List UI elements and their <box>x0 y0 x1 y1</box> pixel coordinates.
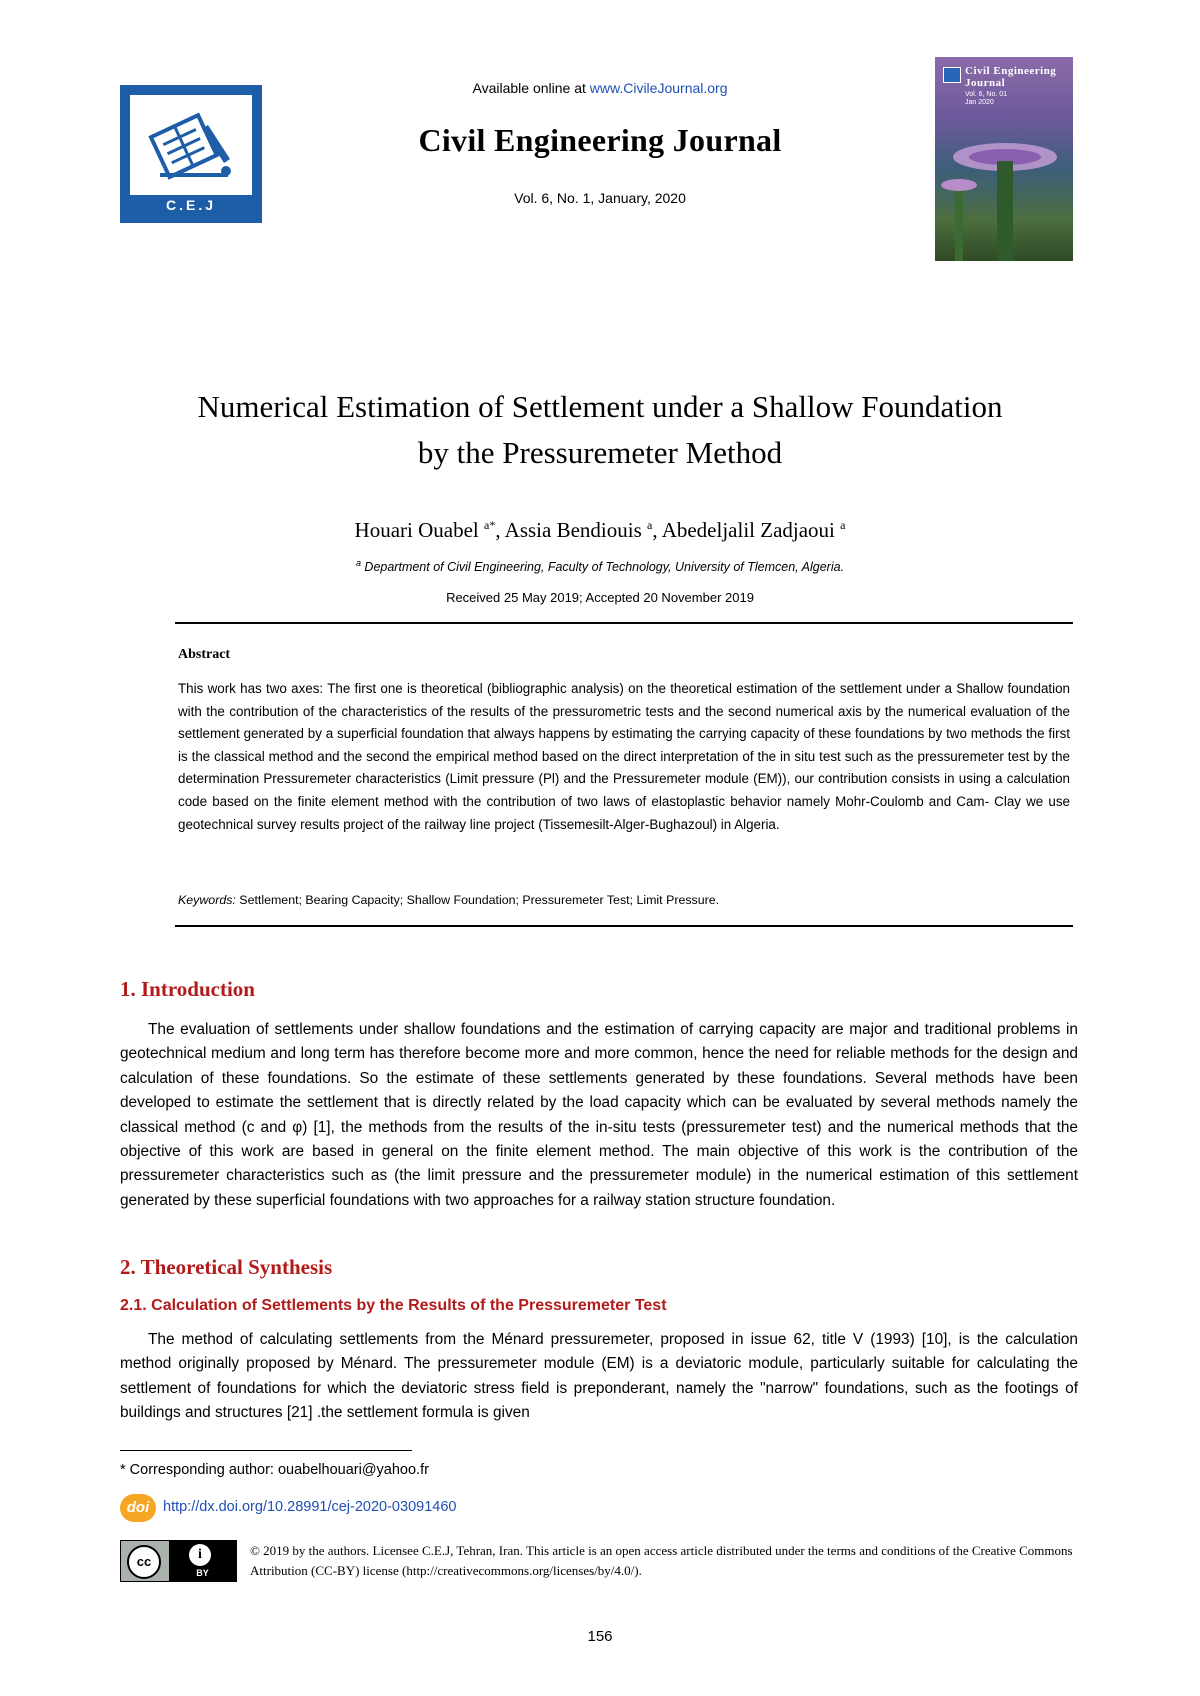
logo-emblem <box>130 95 252 195</box>
available-prefix: Available online at <box>472 80 590 96</box>
cc-icon: cc <box>127 1545 161 1579</box>
section-2-1-paragraph: The method of calculating settlements from the Ménard pressuremeter, proposed in issue 62, title V (1993) [10], is the calculation method originally proposed by Ménard. The pressuremeter module (EM) is a deviatoric module, particularly suitable for calculating the settlement of foundations for which the deviatoric stress field is preponderant, namely the "narrow" foundations, such as the footings of buildings and structures [21] .the settlement formula is given <box>120 1331 1078 1422</box>
cover-title-line2: Journal <box>965 77 1006 89</box>
author-list <box>80 518 1120 543</box>
available-online <box>300 80 900 96</box>
journal-cover-image <box>935 57 1073 261</box>
cover-logo-icon <box>943 67 961 83</box>
section-2-heading: 2. Theoretical Synthesis <box>120 1255 333 1279</box>
doi-icon: doi <box>120 1494 156 1522</box>
abstract-top-rule <box>175 622 1073 624</box>
abstract-bottom-rule <box>175 925 1073 927</box>
cover-title <box>965 65 1056 89</box>
author-3-affil: a <box>840 518 846 532</box>
by-icon <box>169 1541 236 1581</box>
page-number: 156 <box>587 1628 613 1645</box>
author-3: Abedeljalil Zadjaoui <box>661 518 835 542</box>
paper-title-line2: by the Pressuremeter Method <box>417 435 783 470</box>
attribution-person-icon: i <box>189 1544 211 1566</box>
keywords-label: Keywords: <box>178 893 236 907</box>
corresponding-author: * Corresponding author: ouabelhouari@yahoo.fr <box>120 1462 429 1478</box>
author-sep-1: , <box>495 518 505 542</box>
cover-sub-line2: Jan 2020 <box>965 99 994 106</box>
license-text: © 2019 by the authors. Licensee C.E.J, Tehran, Iran. This article is an open access article distributed under the terms and conditions of the Creative Commons Attribution (CC-BY) license (http://creativecommons.org/licenses/by/4.0/). <box>250 1543 1073 1578</box>
cover-supertree-graphic <box>935 117 1073 261</box>
logo-label: C.E.J <box>165 197 216 213</box>
section-2-1-heading: 2.1. Calculation of Settlements by the Results of the Pressuremeter Test <box>120 1297 667 1314</box>
author-sep-2: , <box>652 518 662 542</box>
abstract-text: This work has two axes: The first one is theoretical (bibliographic analysis) on the theoretical estimation of the settlement under a Shallow foundation with the contribution of the characteristics of the results of the pressurometric tests and the second numerical axis by the numerical evaluation of the settlement generated by a superficial foundation that always happens by estimating the carrying capacity of these foundations by two methods the first is the classical method and the second the empirical method based on the direct interpretation of the in situ test such as the pressuremeter test by the determination Pressuremeter characteristics (Limit pressure (Pl) and the Pressuremeter module (EM)), our contribution consists in using a calculation code based on the finite element method with the contribution of two laws of elastoplastic behavior namely Mohr-Coulomb and Cam- Clay we use geotechnical survey results project of the railway line project (Tissemesilt-Alger-Bughazoul) in Algeria. <box>178 681 1070 832</box>
footnote-rule <box>120 1450 412 1451</box>
author-2-affil: a <box>647 518 653 532</box>
affiliation-marker: a <box>355 558 361 568</box>
paper-title-line1: Numerical Estimation of Settlement under a Shallow Foundation <box>197 389 1003 424</box>
cover-subtitle <box>965 91 1007 107</box>
author-1: Houari Ouabel <box>354 518 479 542</box>
keywords <box>178 893 1070 907</box>
doi-link[interactable]: http://dx.doi.org/10.28991/cej-2020-03091460 <box>163 1499 457 1515</box>
affiliation-text: Department of Civil Engineering, Faculty of Technology, University of Tlemcen, Algeria. <box>360 560 845 575</box>
author-2: Assia Bendiouis <box>504 518 642 542</box>
cover-title-line1: Civil Engineering <box>965 65 1057 77</box>
cc-by-icon[interactable] <box>120 1540 237 1582</box>
volume-info: Vol. 6, No. 1, January, 2020 <box>514 190 686 206</box>
section-1-heading: 1. Introduction <box>120 977 255 1001</box>
introduction-paragraph: The evaluation of settlements under shallow foundations and the estimation of carrying capacity are major and traditional problems in geotechnical medium and long term has therefore become more and more common, hence the need for reliable methods for the design and calculation of these foundations. So the estimate of these settlements generated by these foundations. Several methods have been developed to estimate the settlement that is directly related by the load capacity which can be evaluated by several methods namely the classical method (c and φ) [1], the methods from the results of the in-situ tests (pressuremeter test) and the numerical methods that the objective of this work are based in general on the finite element method. The main objective of this work is the contribution of the pressuremeter characteristics such as (the limit pressure and the pressuremeter module) in the numerical estimation of this settlement generated by these superficial foundations with two approaches for a railway station structure foundation. <box>120 1021 1078 1209</box>
cover-sub-line1: Vol. 6, No. 01 <box>965 91 1008 98</box>
journal-website-link[interactable]: www.CivileJournal.org <box>589 80 728 96</box>
abstract-heading: Abstract <box>178 647 231 662</box>
journal-title: Civil Engineering Journal <box>418 122 782 158</box>
by-label: BY <box>196 1568 209 1578</box>
received-accepted-dates: Received 25 May 2019; Accepted 20 November 2019 <box>446 590 754 605</box>
affiliation <box>80 558 1120 574</box>
author-1-affil: a* <box>484 518 496 532</box>
paper-title <box>80 384 1120 476</box>
journal-logo-icon <box>120 85 262 223</box>
keywords-list: Settlement; Bearing Capacity; Shallow Foundation; Pressuremeter Test; Limit Pressure. <box>235 893 720 907</box>
